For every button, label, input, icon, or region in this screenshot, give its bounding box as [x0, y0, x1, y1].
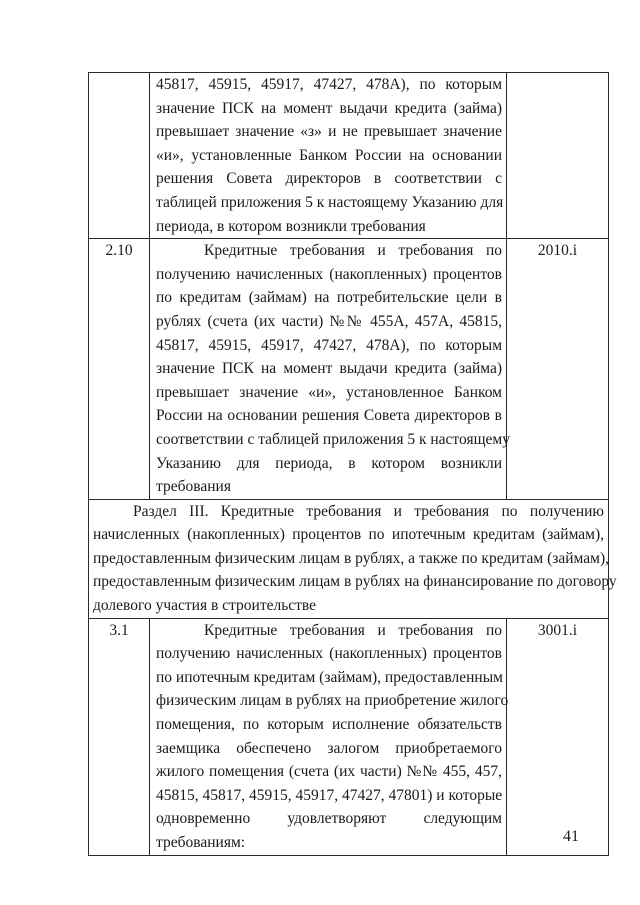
text-line: превышает значение «и», установленное Банком — [156, 383, 502, 401]
text-line: жилого помещения (счета (их части) №№ 455, 457, — [156, 763, 502, 781]
description-cell — [150, 239, 510, 500]
code-cell: 2010.i — [507, 239, 609, 500]
text-line: 45815, 45817, 45915, 45917, 47427, 47801) и которые — [156, 786, 503, 804]
code-cell — [507, 73, 609, 239]
section-line: Раздел III. Кредитные требования и требования по получению — [133, 502, 604, 520]
text-line: Указанию для периода, в котором возникли — [156, 454, 502, 472]
text-line: требования — [156, 478, 231, 496]
text-line: таблицей приложения 5 к настоящему Указанию для — [156, 193, 504, 211]
table-row — [89, 239, 609, 500]
text-line: 45817, 45915, 45917, 47427, 478А), по которым — [156, 76, 502, 93]
section-line: предоставленным физическим лицам в рублях, а также по кредитам (займам), — [93, 549, 609, 567]
text-line: получению начисленных (накопленных) процентов — [156, 645, 502, 663]
document-table-container — [88, 72, 617, 856]
table-row — [89, 618, 609, 855]
text-line: по кредитам (займам) на потребительские цели в — [156, 289, 502, 307]
table-row — [89, 73, 609, 239]
text-line: требованиям: — [156, 834, 246, 851]
text-line: значение ПСК на момент выдачи кредита (займа) — [156, 99, 502, 117]
row-number-cell: 3.1 — [89, 618, 150, 855]
text-line: России на основании решения Совета директоров в — [156, 407, 502, 425]
text-line: помещения, по которым исполнение обязательств — [156, 716, 502, 734]
text-line: 45817, 45915, 45917, 47427, 478А), по которым — [156, 336, 502, 354]
section-heading-cell — [89, 499, 617, 618]
section-line: долевого участия в строительстве — [93, 597, 317, 615]
description-cell — [150, 73, 507, 239]
text-line: получению начисленных (накопленных) процентов — [156, 265, 502, 283]
text-line: превышает значение «з» и не превышает значение — [156, 123, 502, 141]
text-line: периода, в котором возникли требования — [156, 217, 426, 235]
row-number-cell: 2.10 — [89, 239, 150, 500]
text-line: Кредитные требования и требования по — [204, 242, 502, 260]
text-line: значение ПСК на момент выдачи кредита (займа) — [156, 360, 502, 378]
description-cell — [150, 618, 507, 855]
section-line: начисленных (накопленных) процентов по ипотечным кредитам (займам), — [93, 526, 604, 544]
code-cell: 3001.i — [507, 618, 609, 855]
text-line: по ипотечным кредитам (займам), предоставленным — [156, 668, 503, 686]
text-line: соответствии с таблицей приложения 5 к настоящему — [156, 430, 510, 448]
text-line: заемщика обеспечено залогом приобретаемого — [156, 739, 502, 757]
section-row — [89, 499, 609, 618]
page-number: 41 — [563, 828, 579, 845]
row-number-cell — [89, 73, 150, 239]
text-line: «и», установленные Банком России на основании — [156, 146, 502, 164]
text-line: решения Совета директоров в соответствии с — [156, 170, 502, 188]
text-line: физическим лицам в рублях на приобретение жилого — [156, 692, 509, 710]
text-line: одновременно удовлетворяют следующим — [156, 810, 502, 828]
requirements-table — [88, 72, 617, 856]
text-line: Кредитные требования и требования по — [204, 621, 502, 639]
section-line: предоставленным физическим лицам в рублях на финансирование по договору — [93, 573, 617, 591]
text-line: рублях (счета (их части) №№ 455А, 457А, 45815, — [156, 312, 502, 330]
